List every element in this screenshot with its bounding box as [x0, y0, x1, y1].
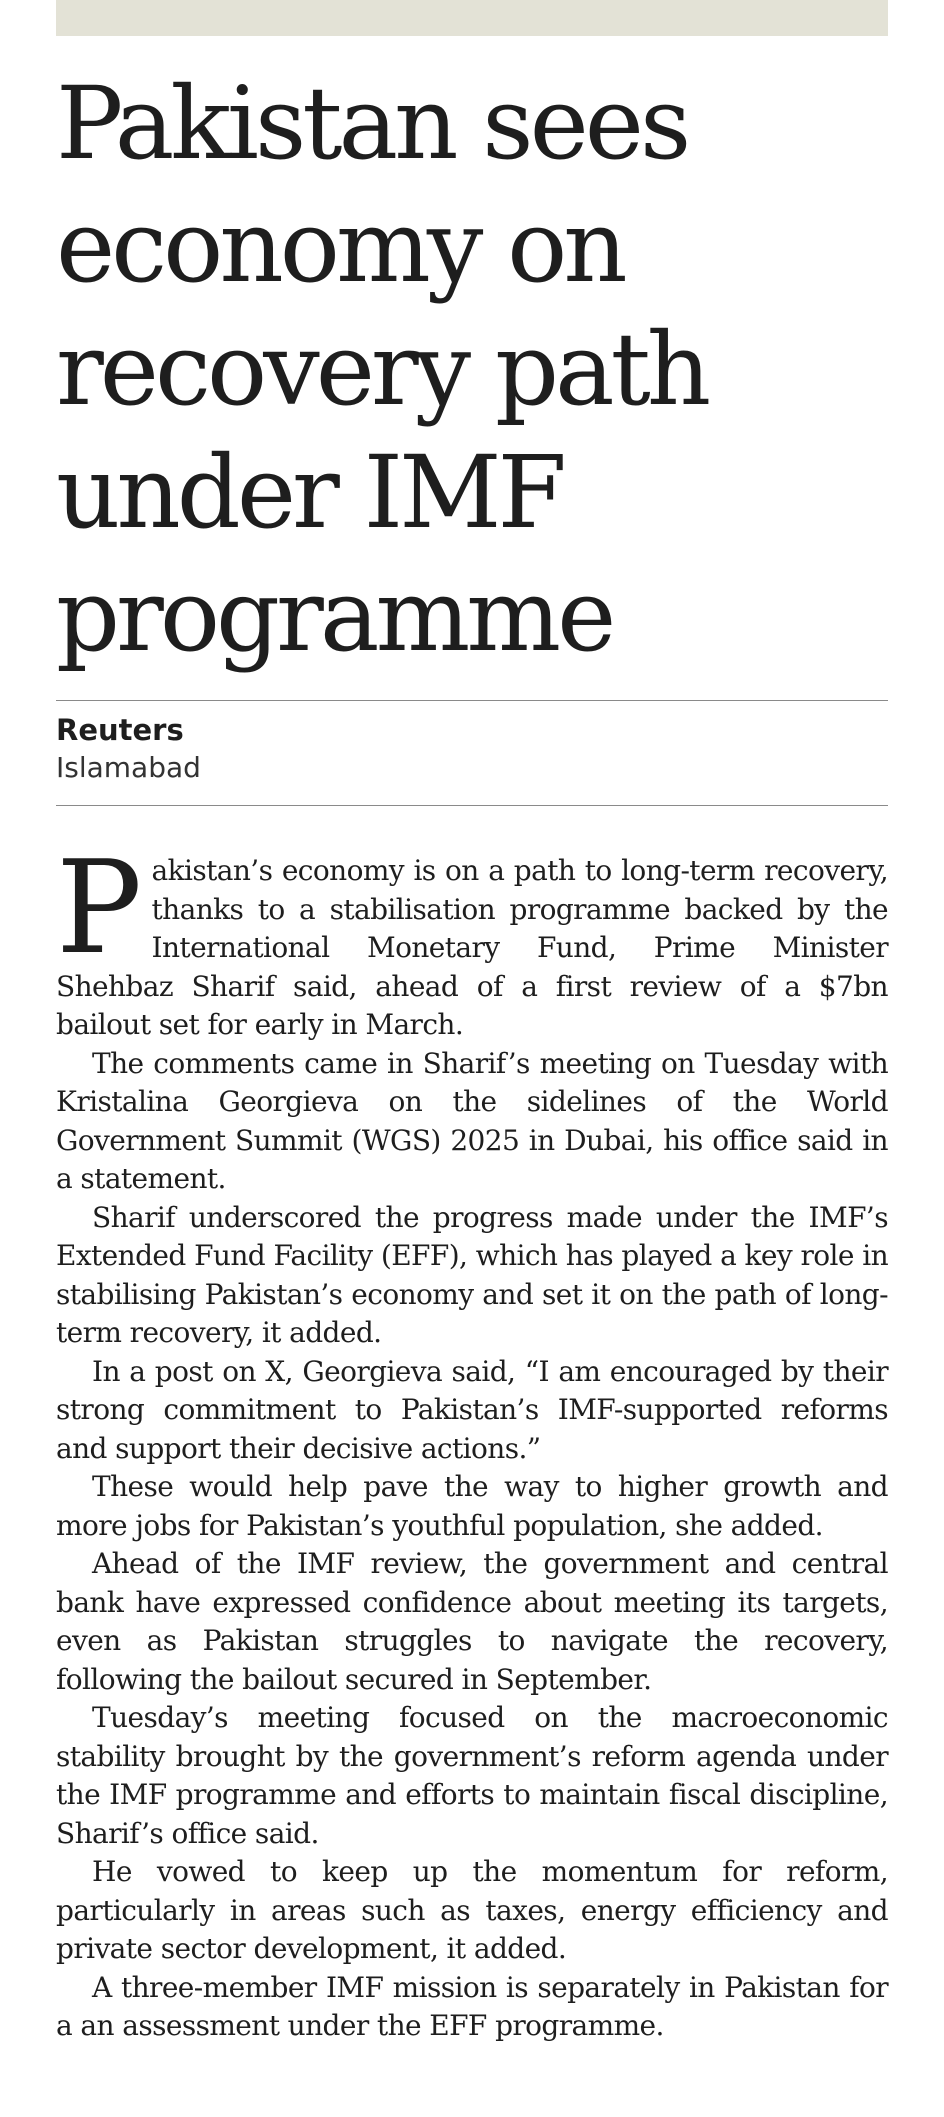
byline-bottom-divider [56, 805, 888, 806]
byline-location: Islamabad [56, 751, 201, 784]
byline-source: Reuters [56, 713, 184, 747]
drop-cap: P [56, 834, 142, 983]
top-color-bar [56, 0, 888, 36]
paragraph-9: A three-member IMF mission is separately in Pakistan for a an assessment under the EFF programme. [56, 1970, 888, 2042]
paragraph-8: He vowed to keep up the momentum for reform, particularly in areas such as taxes, energy efficiency and private sector development, it added. [56, 1855, 888, 1965]
paragraph-5: These would help pave the way to higher growth and more jobs for Pakistan’s youthful population, she added. [56, 1470, 888, 1542]
paragraph-2: The comments came in Sharif’s meeting on Tuesday with Kristalina Georgieva on the sidelines of the World Government Summit (WGS) 2025 in Dubai, his office said in a statement. [56, 1046, 888, 1195]
paragraph-3: Sharif underscored the progress made under the IMF’s Extended Fund Facility (EFF), which has played a key role in stabilising Pakistan’s economy and set it on the path of long-term recovery, it added. [56, 1200, 888, 1349]
paragraph-7: Tuesday’s meeting focused on the macroeconomic stability brought by the government’s reform agenda under the IMF programme and efforts to maintain fiscal discipline, Sharif’s office said. [56, 1701, 888, 1850]
paragraph-4: In a post on X, Georgieva said, “I am encouraged by their strong commitment to Pakistan’s IMF-supported reforms and support their decisive actions.” [56, 1354, 888, 1465]
paragraph-1-text: akistan’s economy is on a path to long-term recovery, thanks to a stabilisation programme backed by the International Monetary Fund, Prime Minister Shehbaz Sharif said, ahead of a first review of a $7bn bailout set for early in March. [56, 854, 888, 1041]
paragraph-1 [56, 834, 888, 1045]
article-body [56, 834, 888, 2046]
article-headline: Pakistan sees economy on recovery path under IMF programme [56, 65, 708, 674]
byline-top-divider [56, 700, 888, 701]
paragraph-6: Ahead of the IMF review, the government and central bank have expressed confidence about meeting its targets, even as Pakistan struggles to navigate the recovery, following the bailout secured in September. [56, 1547, 888, 1696]
